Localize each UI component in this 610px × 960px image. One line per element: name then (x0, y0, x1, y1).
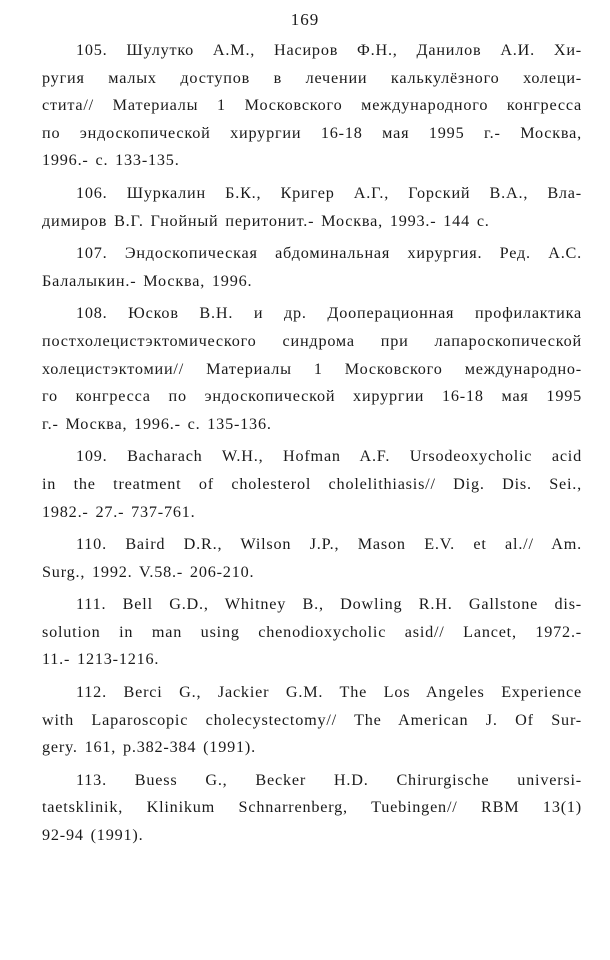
reference-entry (42, 240, 582, 295)
reference-list (42, 37, 582, 855)
reference-line: 92-94 (1991). (42, 826, 144, 845)
reference-line: ругия малых доступов в лечении калькулёзного холеци- (42, 68, 582, 87)
reference-line: холецистэктомии// Материалы 1 Московского международно- (42, 359, 582, 378)
reference-line: 106. Шуркалин Б.К., Кригер А.Г., Горский В.А., Вла- (76, 183, 582, 202)
reference-line: го конгресса по эндоскопической хирургии 16-18 мая 1995 (42, 387, 582, 406)
reference-entry (42, 679, 582, 762)
reference-entry (42, 180, 582, 235)
reference-line: по эндоскопической хирургии 16-18 мая 1995 г.- Москва, (42, 123, 582, 142)
reference-line: димиров В.Г. Гнойный перитонит.- Москва, 1993.- 144 с. (42, 211, 490, 230)
reference-entry (42, 767, 582, 850)
reference-line: 110. Baird D.R., Wilson J.P., Mason E.V. et al.// Am. (76, 535, 582, 554)
reference-line: with Laparoscopic cholecystectomy// The American J. Of Sur- (42, 710, 582, 729)
reference-line: taetsklinik, Klinikum Schnarrenberg, Tuebingen// RBM 13(1) (42, 798, 582, 817)
reference-line: 108. Юсков В.Н. и др. Дооперационная профилактика (76, 304, 582, 323)
reference-line: 1996.- с. 133-135. (42, 151, 180, 170)
page-number: 169 (290, 10, 320, 29)
reference-line: Балалыкин.- Москва, 1996. (42, 271, 253, 290)
reference-line: 112. Berci G., Jackier G.M. The Los Angeles Experience (76, 683, 582, 702)
reference-entry (42, 37, 582, 175)
reference-line: Surg., 1992. V.58.- 206-210. (42, 562, 255, 581)
reference-entry (42, 443, 582, 526)
reference-line: постхолецистэктомического синдрома при лапароскопической (42, 331, 582, 350)
reference-line: 107. Эндоскопическая абдоминальная хирургия. Ред. А.С. (76, 244, 582, 263)
reference-line: стита// Материалы 1 Московского международного конгресса (42, 96, 582, 115)
reference-line: gery. 161, p.382-384 (1991). (42, 738, 256, 757)
reference-line: 109. Bacharach W.H., Hofman A.F. Ursodeoxycholic acid (76, 447, 582, 466)
reference-line: 11.- 1213-1216. (42, 650, 160, 669)
reference-line: solution in man using chenodioxycholic asid// Lancet, 1972.- (42, 622, 582, 641)
reference-line: 105. Шулутко А.М., Насиров Ф.Н., Данилов А.И. Хи- (76, 41, 582, 59)
reference-line: 1982.- 27.- 737-761. (42, 502, 196, 521)
reference-entry (42, 300, 582, 438)
reference-line: 111. Bell G.D., Whitney B., Dowling R.H. Gallstone dis- (76, 595, 582, 614)
reference-line: 113. Buess G., Becker H.D. Chirurgische universi- (76, 770, 582, 789)
reference-line: г.- Москва, 1996.- с. 135-136. (42, 414, 272, 433)
reference-entry (42, 531, 582, 586)
reference-line: in the treatment of cholesterol cholelithiasis// Dig. Dis. Sei., (42, 474, 582, 493)
reference-entry (42, 591, 582, 674)
